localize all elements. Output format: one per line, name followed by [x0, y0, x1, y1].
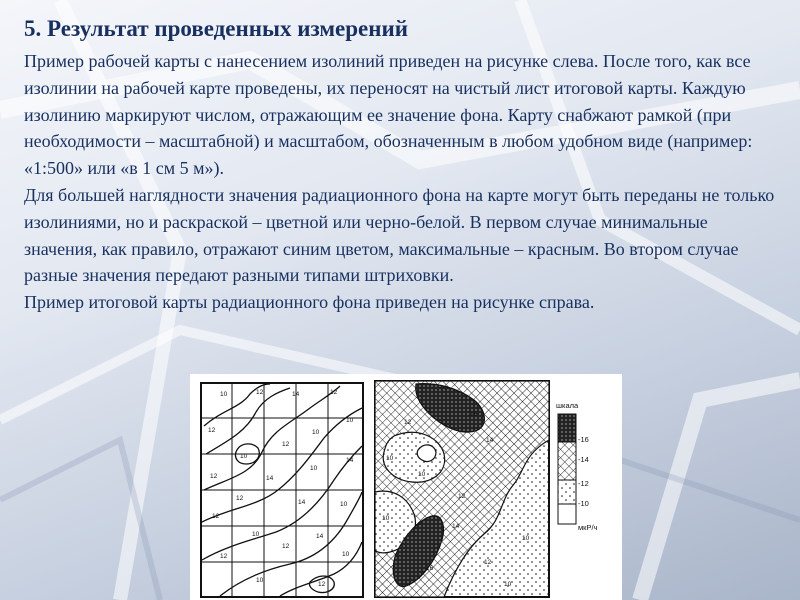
legend-level: -12 [578, 479, 589, 488]
legend-level: -14 [578, 455, 589, 464]
working-map-label: 10 [220, 391, 228, 398]
figure-panel [190, 374, 622, 600]
final-map-label: 10 [504, 581, 512, 588]
final-map-label: 14 [486, 437, 494, 444]
working-map-label: 10 [312, 429, 320, 436]
paragraph-2: Для большей наглядности значения радиационного фона на карте могут быть переданы не только изолиниями, но и раскраской – цветной или черно-белой. В первом случае минимальные значения, как правило, отражают синим цветом, максимальные – красным. Во втором случае разные значения передают разными типами штриховки. [24, 184, 775, 286]
working-map-label: 12 [318, 581, 326, 588]
legend-swatch-16 [558, 414, 576, 442]
final-map-label: 14 [452, 523, 460, 530]
final-map-label: 12 [458, 493, 466, 500]
final-map-label: 10 [382, 515, 390, 522]
working-map-label: 12 [236, 495, 244, 502]
final-map-label: 10 [418, 471, 426, 478]
working-map-label: 12 [212, 513, 220, 520]
final-map-label: 12 [404, 419, 412, 426]
legend-title: шкала [556, 401, 579, 410]
working-map-label: 10 [256, 577, 264, 584]
legend-scale [552, 398, 612, 538]
final-map [374, 380, 550, 598]
working-map-label: 10 [340, 501, 348, 508]
working-map-label: 12 [210, 473, 218, 480]
working-map-label: 12 [208, 427, 216, 434]
working-map-label: 12 [282, 441, 290, 448]
paragraph-1: Пример рабочей карты с нанесением изолиний приведен на рисунке слева. После того, как все изолинии на рабочей карте проведены, их переносят на чистый лист итоговой карты. Каждую изолинию маркируют числом, отражающим ее значение фона. Карту снабжают рамкой (при необходимости – масштабной) и масштабом, обозначенным в любом удобном виде (например: «1:500» или «в 1 см 5 м»). [24, 51, 753, 179]
legend-level: -10 [578, 499, 589, 508]
final-map-zone-inner [417, 445, 436, 462]
working-map-label: 10 [252, 531, 260, 538]
working-map-label: 12 [330, 389, 338, 396]
working-map-label: 12 [256, 389, 264, 396]
working-map-label: 14 [292, 391, 300, 398]
paragraph-3: Пример итоговой карты радиационного фона приведен на рисунке справа. [24, 292, 595, 313]
slide-title: 5. Результат проведенных измерений [24, 16, 409, 41]
slide-body [24, 48, 776, 316]
working-map-label: 14 [266, 475, 274, 482]
working-map-label: 10 [310, 465, 318, 472]
working-map-label: 10 [240, 453, 248, 460]
final-map-label: 12 [484, 559, 492, 566]
legend-swatch-10 [558, 504, 576, 524]
working-map-label: 14 [298, 499, 306, 506]
working-map-label: 10 [346, 417, 354, 424]
legend-swatch-12 [558, 480, 576, 504]
working-map-label: 14 [346, 457, 354, 464]
final-map-label: 10 [386, 455, 394, 462]
final-map-label: 16 [426, 565, 434, 572]
working-map-label: 12 [282, 543, 290, 550]
working-map-label: 10 [342, 551, 350, 558]
final-map-label: 16 [470, 411, 478, 418]
legend-level: -16 [578, 435, 589, 444]
working-map [200, 382, 364, 598]
legend-unit: мкР/ч [578, 523, 598, 532]
working-map-label: 14 [316, 533, 324, 540]
working-map-label: 12 [220, 553, 228, 560]
final-map-label: 10 [522, 535, 530, 542]
legend-swatch-14 [558, 442, 576, 480]
